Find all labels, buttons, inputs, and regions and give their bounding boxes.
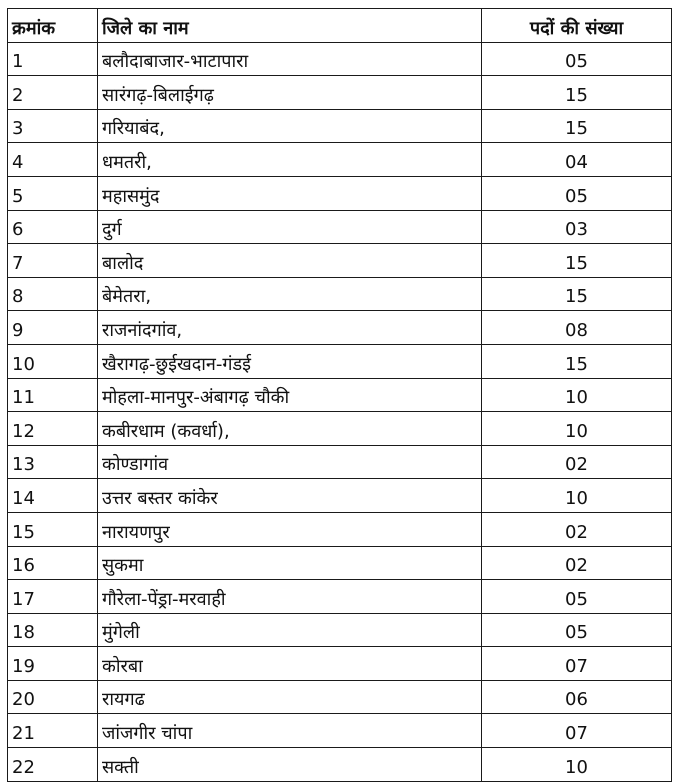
district-name-cell: रायगढ	[98, 680, 482, 714]
post-count-cell: 15	[482, 109, 672, 143]
post-count-cell: 15	[482, 244, 672, 278]
serial-cell: 5	[8, 176, 98, 210]
table-row	[8, 344, 672, 378]
header-district-name: जिले का नाम	[98, 9, 482, 43]
table-row	[8, 412, 672, 446]
table-body	[8, 42, 672, 781]
post-count-cell: 15	[482, 76, 672, 110]
header-post-count: पदों की संख्या	[482, 9, 672, 43]
post-count-cell: 10	[482, 479, 672, 513]
header-serial: क्रमांक	[8, 9, 98, 43]
post-count-cell: 02	[482, 512, 672, 546]
serial-cell: 9	[8, 311, 98, 345]
table-row	[8, 176, 672, 210]
post-count-cell: 07	[482, 647, 672, 681]
post-count-cell: 03	[482, 210, 672, 244]
district-name-cell: गौरेला-पेंड्रा-मरवाही	[98, 580, 482, 614]
post-count-cell: 10	[482, 412, 672, 446]
table-row	[8, 580, 672, 614]
district-name-cell: कबीरधाम (कवर्धा),	[98, 412, 482, 446]
table-row	[8, 748, 672, 782]
district-name-cell: बालोद	[98, 244, 482, 278]
serial-cell: 18	[8, 613, 98, 647]
serial-cell: 7	[8, 244, 98, 278]
serial-cell: 12	[8, 412, 98, 446]
district-name-cell: मोहला-मानपुर-अंबागढ़ चौकी	[98, 378, 482, 412]
table-row	[8, 378, 672, 412]
table-row	[8, 647, 672, 681]
table-row	[8, 277, 672, 311]
post-count-cell: 05	[482, 580, 672, 614]
district-name-cell: खैरागढ़-छुईखदान-गंडई	[98, 344, 482, 378]
table-row	[8, 680, 672, 714]
table-row	[8, 210, 672, 244]
serial-cell: 14	[8, 479, 98, 513]
district-name-cell: कोण्डागांव	[98, 445, 482, 479]
serial-cell: 15	[8, 512, 98, 546]
serial-cell: 13	[8, 445, 98, 479]
table-header-row	[8, 9, 672, 43]
serial-cell: 6	[8, 210, 98, 244]
district-name-cell: महासमुंद	[98, 176, 482, 210]
post-count-cell: 05	[482, 42, 672, 76]
district-name-cell: सुकमा	[98, 546, 482, 580]
district-name-cell: सक्ती	[98, 748, 482, 782]
serial-cell: 22	[8, 748, 98, 782]
district-name-cell: सारंगढ़-बिलाईगढ़	[98, 76, 482, 110]
serial-cell: 4	[8, 143, 98, 177]
district-name-cell: जांजगीर चांपा	[98, 714, 482, 748]
post-count-cell: 15	[482, 277, 672, 311]
district-name-cell: उत्तर बस्तर कांकेर	[98, 479, 482, 513]
table-row	[8, 109, 672, 143]
table-row	[8, 244, 672, 278]
table-row	[8, 143, 672, 177]
district-name-cell: दुर्ग	[98, 210, 482, 244]
table-row	[8, 546, 672, 580]
serial-cell: 20	[8, 680, 98, 714]
table-row	[8, 445, 672, 479]
serial-cell: 8	[8, 277, 98, 311]
table-row	[8, 42, 672, 76]
table-row	[8, 512, 672, 546]
serial-cell: 1	[8, 42, 98, 76]
serial-cell: 19	[8, 647, 98, 681]
post-count-cell: 15	[482, 344, 672, 378]
serial-cell: 10	[8, 344, 98, 378]
post-count-cell: 08	[482, 311, 672, 345]
cropped-top-edge	[0, 0, 676, 8]
post-count-cell: 02	[482, 445, 672, 479]
table-row	[8, 76, 672, 110]
table-row	[8, 613, 672, 647]
post-count-cell: 05	[482, 176, 672, 210]
post-count-cell: 04	[482, 143, 672, 177]
serial-cell: 11	[8, 378, 98, 412]
district-posts-table	[7, 8, 672, 782]
post-count-cell: 10	[482, 748, 672, 782]
district-name-cell: मुंगेली	[98, 613, 482, 647]
serial-cell: 21	[8, 714, 98, 748]
district-name-cell: धमतरी,	[98, 143, 482, 177]
district-name-cell: नारायणपुर	[98, 512, 482, 546]
post-count-cell: 10	[482, 378, 672, 412]
district-name-cell: बेमेतरा,	[98, 277, 482, 311]
serial-cell: 16	[8, 546, 98, 580]
serial-cell: 3	[8, 109, 98, 143]
post-count-cell: 05	[482, 613, 672, 647]
table-row	[8, 311, 672, 345]
post-count-cell: 02	[482, 546, 672, 580]
district-name-cell: बलौदाबाजार-भाटापारा	[98, 42, 482, 76]
serial-cell: 2	[8, 76, 98, 110]
district-name-cell: गरियाबंद,	[98, 109, 482, 143]
district-name-cell: कोरबा	[98, 647, 482, 681]
serial-cell: 17	[8, 580, 98, 614]
post-count-cell: 07	[482, 714, 672, 748]
post-count-cell: 06	[482, 680, 672, 714]
table-row	[8, 714, 672, 748]
table-row	[8, 479, 672, 513]
district-name-cell: राजनांदगांव,	[98, 311, 482, 345]
